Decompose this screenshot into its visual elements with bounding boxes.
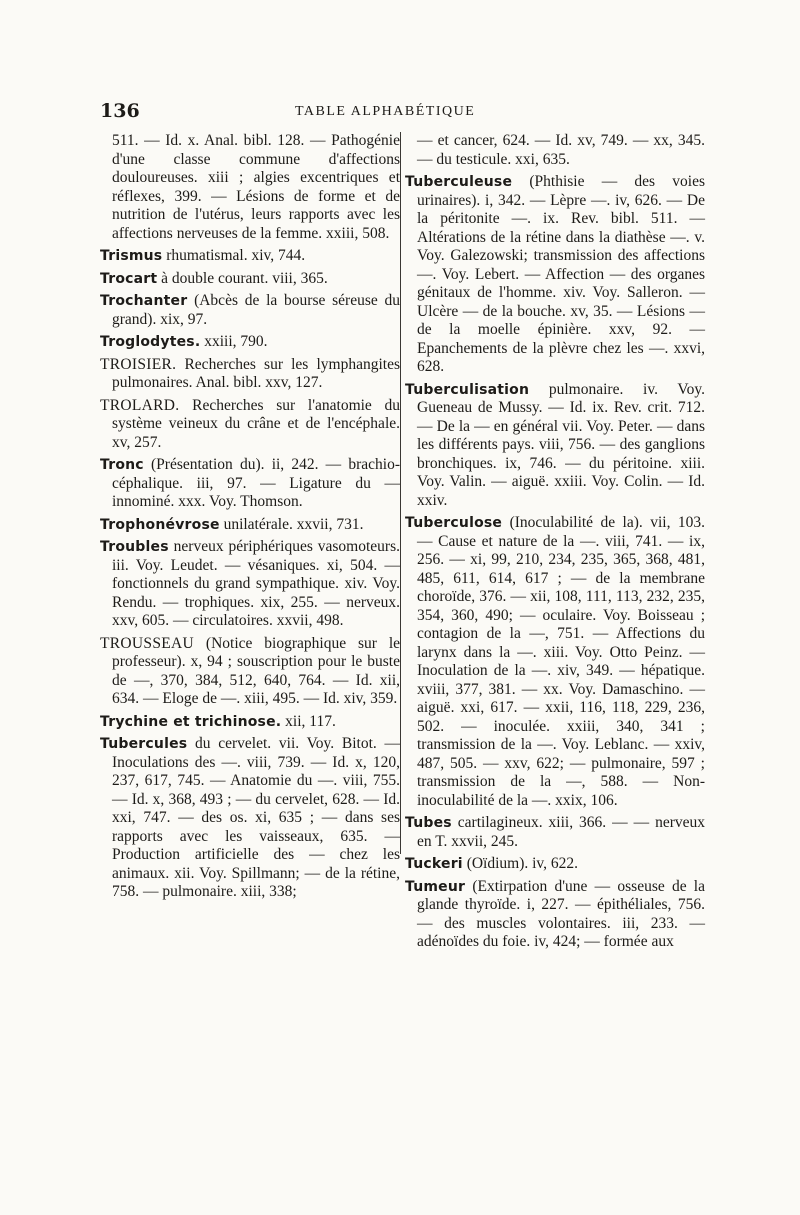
index-references: (Présentation du). ii, 242. — brachio-céphalique. iii, 97. — Ligature du — innominé. xxx. Voy. Thomson. <box>112 456 400 510</box>
index-references: (Abcès de la bourse séreuse du grand). xix, 97. <box>112 292 401 328</box>
index-term: Tuberculisation <box>405 381 530 398</box>
index-entry <box>100 538 400 631</box>
index-entry <box>405 381 705 511</box>
index-references: — et cancer, 624. — Id. xv, 749. — xx, 345. — du testicule. xxi, 635. <box>417 132 705 168</box>
left-column <box>100 132 400 906</box>
index-entry <box>100 247 400 266</box>
index-references: Recherches sur les lymphangites pulmonaires. Anal. bibl. xxv, 127. <box>112 355 400 391</box>
right-column <box>405 132 705 956</box>
index-references: xii, 117. <box>285 712 336 730</box>
index-references: unilatérale. xxvii, 731. <box>223 515 364 533</box>
index-term: Tuberculose <box>405 515 503 531</box>
index-entry <box>100 735 400 902</box>
index-entry <box>100 333 400 352</box>
index-term: Tubercules <box>100 736 188 752</box>
index-entry <box>100 132 400 243</box>
index-references: nerveux périphériques vasomoteurs. iii. Voy. Leudet. — vésaniques. xi, 504. — fonctionnels du grand sympathique. xiv. Voy. Rendu. — trophiques. xix, 255. — nerveux. xxv, 605. — circulatoires. xxvii, 498. <box>112 538 400 629</box>
index-references: xxiii, 790. <box>204 333 268 350</box>
index-term: Troglodytes. <box>100 334 201 350</box>
index-entry <box>405 855 705 874</box>
index-references: Recherches sur l'anatomie du système veineux du crâne et de l'encéphale. xv, 257. <box>112 396 400 451</box>
index-entry <box>405 132 705 169</box>
index-entry <box>405 878 705 952</box>
index-entry <box>405 514 705 810</box>
page-header <box>100 100 700 130</box>
index-references: du cervelet. vii. Voy. Bitot. — Inoculations des —. viii, 739. — Id. x, 120, 237, 617, 745. — Anatomie du —. viii, 755. — Id. x, 368, 493 ; — du cervelet, 628. — Id. xxi, 747. — des os. xi, 635 ; — dans ses rapports avec les vaisseaux, 635. — Production artificielle des — chez les animaux. xii. Voy. Spillmann; — de la rétine, 758. — pulmonaire. xiii, 338; <box>112 735 400 900</box>
index-term: Troubles <box>100 539 169 555</box>
page-number: 136 <box>100 100 140 122</box>
index-entry <box>100 635 400 709</box>
index-term: Trychine et trichinose. <box>100 713 282 730</box>
index-term: TROUSSEAU <box>100 634 194 652</box>
index-references: (Oïdium). iv, 622. <box>466 855 579 872</box>
index-entry <box>100 292 400 329</box>
index-term: Trochanter <box>100 293 188 309</box>
index-references: (Inoculabilité de la). vii, 103. — Cause et nature de la —. viii, 741. — ix, 256. — xi, 99, 210, 234, 235, 365, 368, 481, 485, 611, 614, 617 ; — de la membrane choroïde, 376. — xii, 108, 111, 113, 232, 235, 354, 360, 490; — oculaire. Voy. Boisseau ; contagion de la —, 751. — Affections du larynx dans la —. xiii. Voy. Otto Peinz. — Inoculation de la —. xiv, 349. — hépatique. xviii, 377, 381. — xx. Voy. Damaschino. — aiguë. xxi, 617. — xxii, 116, 118, 229, 236, 502. — inoculée. xxiii, 340, 341 ; transmission de la —. Voy. Leblanc. — xxiv, 487, 505. — xxv, 622; — pulmonaire, 597 ; transmission de la —, 588. — Non-inoculabilité de la —. xxix, 106. <box>417 514 705 809</box>
index-term: Tuberculeuse <box>405 174 513 190</box>
index-entry <box>405 814 705 851</box>
index-entry <box>100 456 400 512</box>
index-entry <box>405 173 705 377</box>
index-term: Tumeur <box>405 878 466 895</box>
index-references: (Notice biographique sur le professeur). x, 94 ; souscription pour le buste de —, 370, 384, 512, 640, 764. — Id. xii, 634. — Eloge de —. xiii, 495. — Id. xiv, 359. <box>112 634 401 707</box>
index-term: TROLARD. <box>100 396 180 414</box>
index-term: Trocart <box>100 270 158 287</box>
index-term: Tuckeri <box>405 856 463 872</box>
column-divider <box>400 132 401 854</box>
index-term: TROISIER. <box>100 355 177 373</box>
index-term: Tronc <box>100 457 144 473</box>
index-entry <box>100 397 400 453</box>
index-references: rhumatismal. xiv, 744. <box>166 247 306 264</box>
index-entry <box>100 516 400 535</box>
index-references: (Extirpation d'une — osseuse de la glande thyroïde. i, 227. — épithéliales, 756. — des muscles volontaires. iii, 233. — adénoïdes du foie. iv, 424; — formée aux <box>417 877 705 950</box>
index-references: (Phthisie — des voies urinaires). i, 342. — Lèpre —. iv, 626. — De la péritonite —. ix. Rev. bibl. 511. — Altérations de la rétine dans la diathèse —. v. Voy. Galezowski; transmission des affections —. Voy. Lebert. — Affection — des organes génitaux de l'homme. xiv. Voy. Salleron. — Ulcère — de la bouche. xv, 35. — Lésions — de la moelle épinière. xxv, 92. — Epanchements de la plèvre chez les —. xxvi, 628. <box>417 173 706 375</box>
index-entry <box>100 270 400 289</box>
index-term: Trophonévrose <box>100 516 220 533</box>
index-references: cartilagineux. xiii, 366. — — nerveux en T. xxvii, 245. <box>417 814 705 850</box>
index-term: Tubes <box>405 815 452 831</box>
index-references: pulmonaire. iv. Voy. Gueneau de Mussy. — Id. ix. Rev. crit. 712. — De la — en général vii. Voy. Peter. — dans les différents pays. viii, 756. — des ganglions bronchiques. ix, 746. — du péritoine. xiii. Voy. Valin. — aiguë. xxiii. Voy. Colin. — Id. xxiv. <box>417 380 705 509</box>
index-entry <box>100 356 400 393</box>
index-references: 511. — Id. x. Anal. bibl. 128. — Pathogénie d'une classe commune d'affections douloureuses. xiii ; algies excentriques et réflexes, 399. — Lésions de forme et de nutrition de l'utérus, leurs rapports avec les affections nerveuses de la femme. xxiii, 508. <box>112 132 400 242</box>
index-entry <box>100 713 400 732</box>
index-references: à double courant. viii, 365. <box>161 269 328 287</box>
running-title: TABLE ALPHABÉTIQUE <box>295 104 476 119</box>
index-term: Trismus <box>100 248 163 264</box>
